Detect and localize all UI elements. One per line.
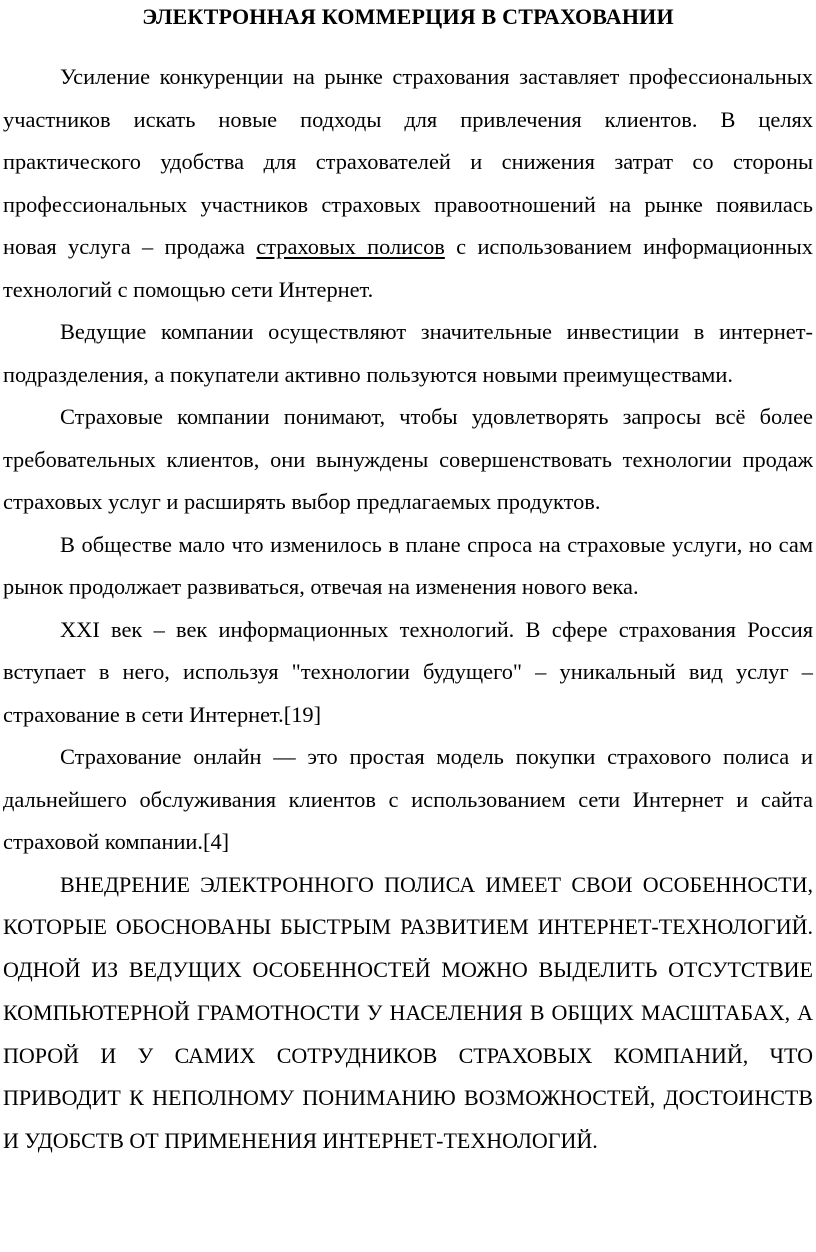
document-title: ЭЛЕКТРОННАЯ КОММЕРЦИЯ В СТРАХОВАНИИ	[142, 4, 674, 29]
paragraph-5: XXI век – век информационных технологий. В сфере страхования Россия вступает в него, используя "технологии будущего" – уникальный вид услуг – страхование в сети Интернет.[19]	[3, 616, 813, 727]
paragraph-4: В обществе мало что изменилось в плане спроса на страховые услуги, но сам рынок продолжает развиваться, отвечая на изменения нового века.	[3, 531, 813, 599]
paragraph-1	[3, 56, 813, 311]
paragraph-2: Ведущие компании осуществляют значительные инвестиции в интернет-подразделения, а покупатели активно пользуются новыми преимуществами.	[3, 319, 813, 387]
insurance-policies-link[interactable]: страховых полисов	[256, 234, 445, 259]
paragraph-6: Страхование онлайн — это простая модель покупки страхового полиса и дальнейшего обслуживания клиентов с использованием сети Интернет и сайта страховой компании.[4]	[3, 744, 813, 854]
paragraph-7: ВНЕДРЕНИЕ ЭЛЕКТРОННОГО ПОЛИСА ИМЕЕТ СВОИ ОСОБЕННОСТИ, КОТОРЫЕ ОБОСНОВАНЫ БЫСТРЫМ РАЗВИТИЕМ ИНТЕРНЕТ-ТЕХНОЛОГИЙ. ОДНОЙ ИЗ ВЕДУЩИХ ОСОБЕННОСТЕЙ МОЖНО ВЫДЕЛИТЬ ОТСУТСТВИЕ КОМПЬЮТЕРНОЙ ГРАМОТНОСТИ У НАСЕЛЕНИЯ В ОБЩИХ МАСШТАБАХ, А ПОРОЙ И У САМИХ СОТРУДНИКОВ СТРАХОВЫХ КОМПАНИЙ, ЧТО ПРИВОДИТ К НЕПОЛНОМУ ПОНИМАНИЮ ВОЗМОЖНОСТЕЙ, ДОСТОИНСТВ И УДОБСТВ ОТ ПРИМЕНЕНИЯ ИНТЕРНЕТ-ТЕХНОЛОГИЙ.	[3, 871, 813, 1154]
paragraph-1-text-after: с использованием информационных технологий с помощью сети Интернет.	[3, 234, 814, 302]
paragraph-1-text-before: Усиление конкуренции на рынке страхования заставляет профессиональных участников искать новые подходы для привлечения клиентов. В целях практического удобства для страхователей и снижения затрат со стороны профессиональных участников страховых правоотношений на рынке появилась новая услуга – продажа	[3, 64, 813, 259]
paragraph-3: Страховые компании понимают, чтобы удовлетворять запросы всё более требовательных клиентов, они вынуждены совершенствовать технологии продаж страховых услуг и расширять выбор предлагаемых продуктов.	[3, 404, 813, 514]
